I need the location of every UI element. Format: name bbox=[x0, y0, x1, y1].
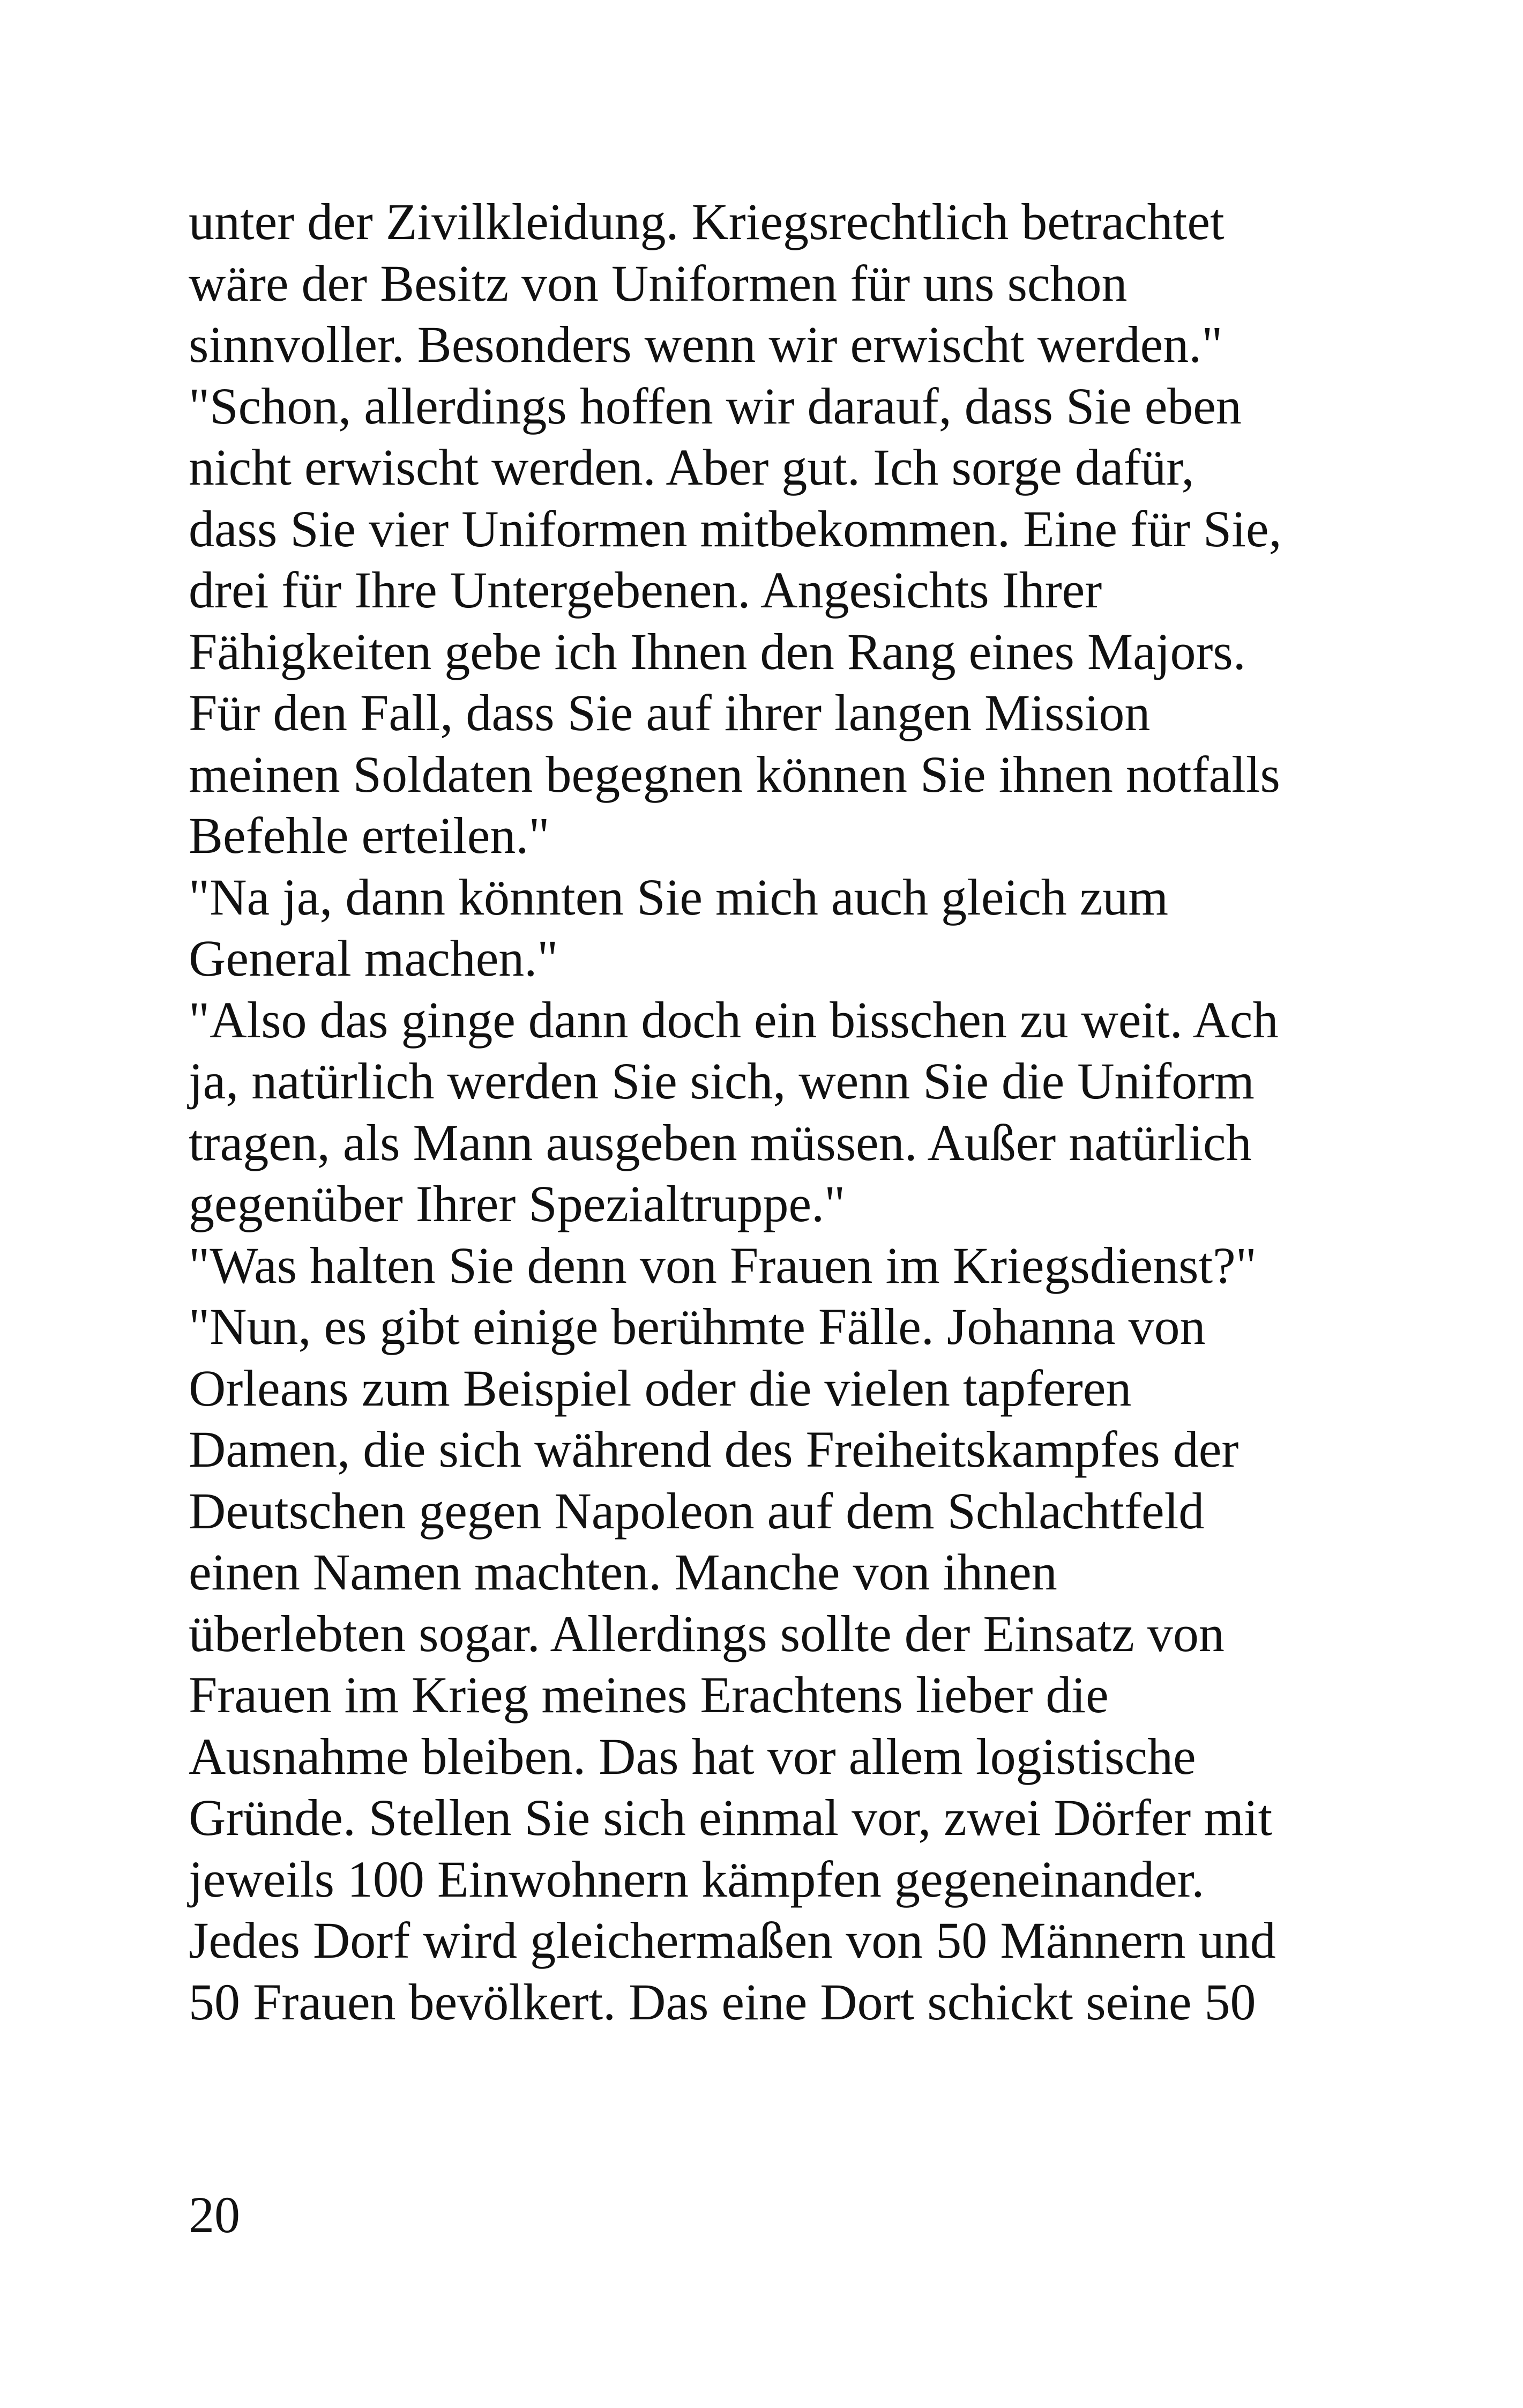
text-line: sinnvoller. Besonders wenn wir erwischt werden." bbox=[189, 316, 1223, 373]
text-line: "Also das ginge dann doch ein bisschen zu weit. Ach bbox=[189, 991, 1279, 1049]
text-line: Jedes Dorf wird gleichermaßen von 50 Männern und bbox=[189, 1912, 1276, 1969]
text-line: "Nun, es gibt einige berühmte Fälle. Johanna von bbox=[189, 1298, 1206, 1355]
text-line: dass Sie vier Uniformen mitbekommen. Eine für Sie, bbox=[189, 500, 1282, 558]
page-number: 20 bbox=[189, 2186, 240, 2243]
text-line: Deutschen gegen Napoleon auf dem Schlachtfeld bbox=[189, 1482, 1205, 1540]
text-line: "Na ja, dann könnten Sie mich auch gleich zum bbox=[189, 868, 1168, 926]
text-line: gegenüber Ihrer Spezialtruppe." bbox=[189, 1175, 846, 1232]
text-line: Für den Fall, dass Sie auf ihrer langen Mission bbox=[189, 684, 1151, 741]
body-text bbox=[189, 191, 1368, 2033]
text-line: General machen." bbox=[189, 930, 558, 987]
text-line: Gründe. Stellen Sie sich einmal vor, zwei Dörfer mit bbox=[189, 1789, 1273, 1846]
text-line: ja, natürlich werden Sie sich, wenn Sie die Uniform bbox=[189, 1052, 1255, 1110]
text-line: Damen, die sich während des Freiheitskampfes der bbox=[189, 1421, 1239, 1478]
text-line: drei für Ihre Untergebenen. Angesichts Ihrer bbox=[189, 561, 1102, 619]
text-line: wäre der Besitz von Uniformen für uns schon bbox=[189, 254, 1128, 312]
text-line: Ausnahme bleiben. Das hat vor allem logistische bbox=[189, 1727, 1196, 1785]
text-line: überlebten sogar. Allerdings sollte der Einsatz von bbox=[189, 1604, 1225, 1662]
text-line: Orleans zum Beispiel oder die vielen tapferen bbox=[189, 1359, 1132, 1417]
text-line: "Was halten Sie denn von Frauen im Kriegsdienst?" bbox=[189, 1236, 1257, 1294]
text-line: meinen Soldaten begegnen können Sie ihnen notfalls bbox=[189, 745, 1280, 803]
text-line: Befehle erteilen." bbox=[189, 807, 550, 864]
text-line: jeweils 100 Einwohnern kämpfen gegeneinander. bbox=[189, 1850, 1205, 1908]
text-line: nicht erwischt werden. Aber gut. Ich sorge dafür, bbox=[189, 439, 1194, 496]
text-line: unter der Zivilkleidung. Kriegsrechtlich betrachtet bbox=[189, 193, 1225, 250]
text-line: Frauen im Krieg meines Erachtens lieber die bbox=[189, 1666, 1109, 1723]
text-line: 50 Frauen bevölkert. Das eine Dort schickt seine 50 bbox=[189, 1973, 1256, 2031]
text-line: "Schon, allerdings hoffen wir darauf, dass Sie eben bbox=[189, 377, 1242, 435]
text-line: einen Namen machten. Manche von ihnen bbox=[189, 1543, 1057, 1601]
text-line: Fähigkeiten gebe ich Ihnen den Rang eines Majors. bbox=[189, 622, 1246, 680]
text-line: tragen, als Mann ausgeben müssen. Außer natürlich bbox=[189, 1113, 1252, 1171]
